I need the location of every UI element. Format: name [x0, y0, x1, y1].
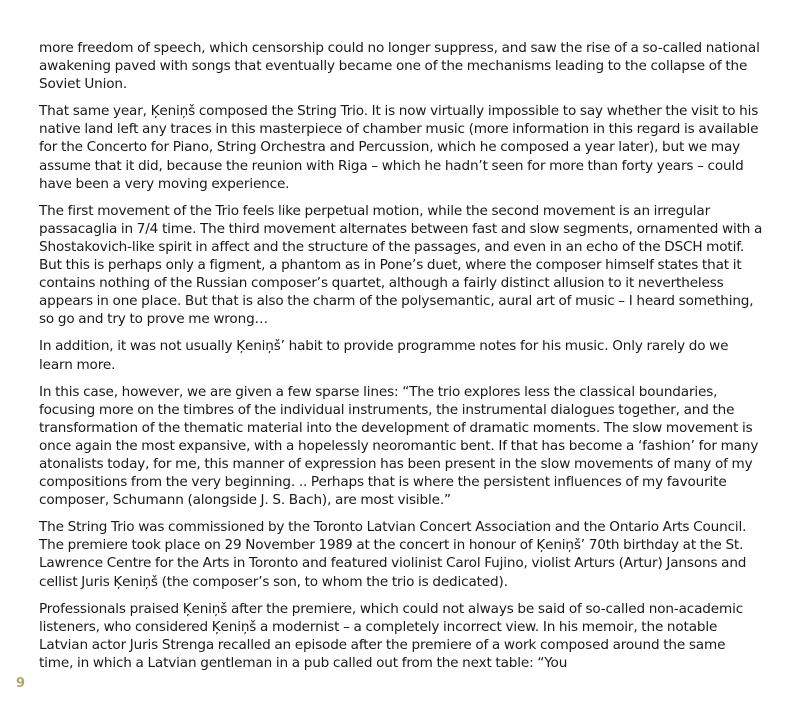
paragraph-1: more freedom of speech, which censorship could no longer suppress, and saw the rise of a so-called national awakening paved with songs that eventually became one of the mechanisms leading to the collapse of the Soviet Union. — [39, 40, 760, 93]
paragraph-6: The String Trio was commissioned by the Toronto Latvian Concert Association and the Ontario Arts Council. The premiere took place on 29 November 1989 at the concert in honour of Ķeniņš’ 70th birthday at the St. Lawrence Centre for the Arts in Toronto and featured violinist Carol Fujino, violist Arturs (Artur) Jansons and cellist Juris Ķeniņš (the composer’s son, to whom the trio is dedicated). — [39, 519, 747, 590]
paragraph-7: Professionals praised Ķeniņš after the premiere, which could not always be said of so-called non-academic listeners, who considered Ķeniņš a modernist – a completely incorrect view. In his memoir, the notable Latvian actor Juris Strenga recalled an episode after the premiere of a work composed around the same time, in which a Latvian gentleman in a pub called out from the next table: “You — [39, 600, 744, 671]
paragraph-5: In this case, however, we are given a few sparse lines: “The trio explores less the classical boundaries, focusing more on the timbres of the individual instruments, the instrumental dialogues together, and the transformation of the thematic material into the development of dramatic moments. The slow movement is once again the most expansive, with a hopelessly neoromantic bent. If that has become a ‘fashion’ for many atonalists today, for me, this manner of expression has been present in the slow movements of many of my compositions from the very beginning. .. Perhaps that is where the persistent influences of my favourite composer, Schumann (alongside J. S. Bach), are most visible.” — [39, 383, 759, 509]
paragraph-3: The first movement of the Trio feels like perpetual motion, while the second movement is an irregular passacaglia in 7/4 time. The third movement alternates between fast and slow segments, ornamented with a Shostakovich-like spirit in affect and the structure of the passages, and even in an echo of the DSCH motif. But this is perhaps only a figment, a phantom as in Pone’s duet, where the composer himself states that it contains nothing of the Russian composer’s quartet, although a fairly distinct allusion to it nevertheless appears in one place. But that is also the charm of the polysemantic, aural art of music – I heard something, so go and try to prove me wrong… — [39, 202, 763, 328]
paragraph-4: In addition, it was not usually Ķeniņš’ habit to provide programme notes for his music. Only rarely do we learn more. — [39, 338, 729, 373]
paragraph-2: That same year, Ķeniņš composed the String Trio. It is now virtually impossible to say whether the visit to his native land left any traces in this masterpiece of chamber music (more information in this regard is available for the Concerto for Piano, String Orchestra and Percussion, which he composed a year later), but we may assume that it did, because the reunion with Riga – which he hadn’t seen for more than forty years – could have been a very moving experience. — [39, 103, 759, 192]
document-body — [39, 39, 763, 681]
page-number: 9 — [16, 676, 26, 691]
